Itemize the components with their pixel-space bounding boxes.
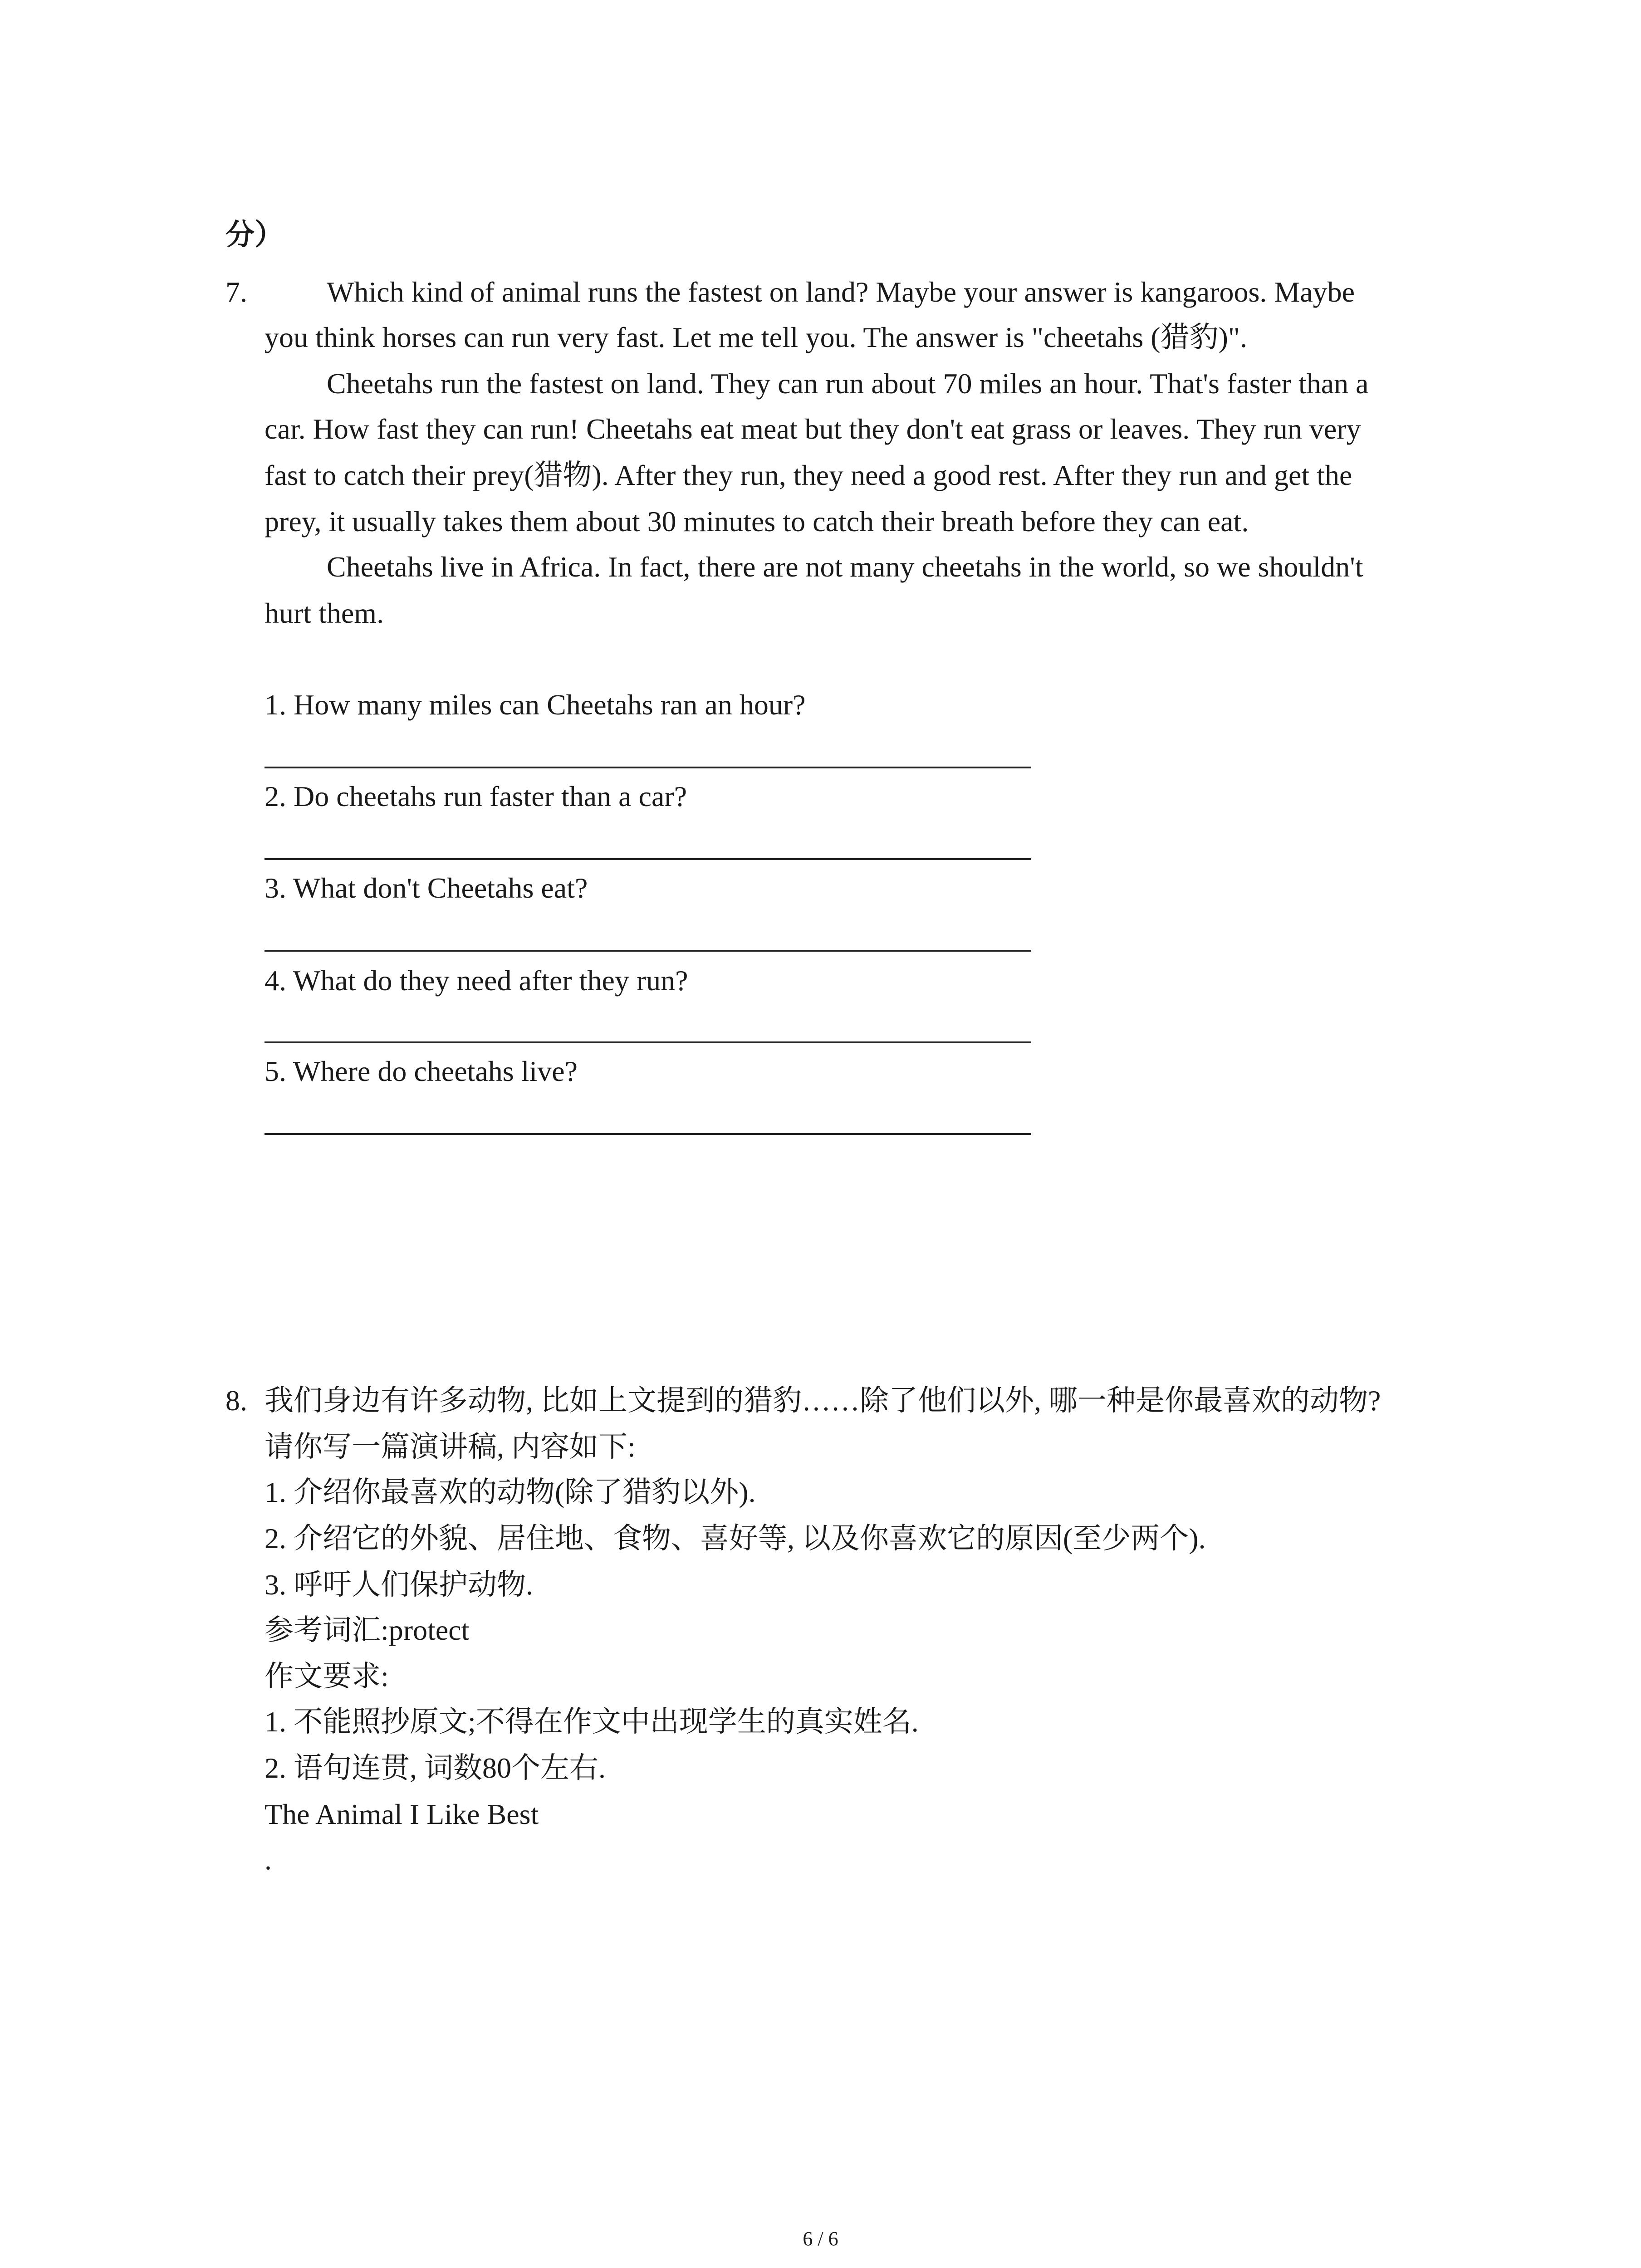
passage-line: you think horses can run very fast. Let me tell you. The answer is "cheetahs (猎豹)". (265, 321, 1248, 353)
previous-section-fragment: 分） (225, 219, 284, 251)
prompt-line: 我们身边有许多动物, 比如上文提到的猎豹……除了他们以外, 哪一种是你最喜欢的动物? (265, 1384, 1381, 1417)
answer-line[interactable] (265, 1133, 1031, 1135)
question-8-number: 8. (225, 1384, 247, 1417)
prompt-line: 1. 不能照抄原文;不得在作文中出现学生的真实姓名. (265, 1706, 919, 1738)
passage-line: Cheetahs run the fastest on land. They can run about 70 miles an hour. That's faster than a (327, 367, 1369, 400)
question-prompt: 1. How many miles can Cheetahs ran an hour? (265, 689, 806, 721)
essay-placeholder-dot: . (265, 1843, 272, 1876)
question-prompt: 2. Do cheetahs run faster than a car? (265, 780, 687, 812)
prompt-line: 2. 介绍它的外貌、居住地、食物、喜好等, 以及你喜欢它的原因(至少两个). (265, 1522, 1206, 1554)
passage-line: car. How fast they can run! Cheetahs eat meat but they don't eat grass or leaves. They run very (265, 413, 1361, 445)
prompt-line: 参考词汇:protect (265, 1614, 470, 1646)
passage-line: Cheetahs live in Africa. In fact, there are not many cheetahs in the world, so we shouldn't (327, 551, 1363, 583)
answer-line[interactable] (265, 950, 1031, 952)
prompt-line: 3. 呼吁人们保护动物. (265, 1569, 533, 1601)
question-prompt: 4. What do they need after they run? (265, 964, 688, 997)
passage-line: fast to catch their prey(猎物). After they run, they need a good rest. After they run and get the (265, 459, 1352, 491)
passage-line: prey, it usually takes them about 30 minutes to catch their breath before they can eat. (265, 505, 1249, 538)
passage-line: hurt them. (265, 597, 384, 629)
passage-line: Which kind of animal runs the fastest on land? Maybe your answer is kangaroos. Maybe (327, 276, 1355, 308)
question-prompt: 3. What don't Cheetahs eat? (265, 872, 588, 904)
prompt-line: 2. 语句连贯, 词数80个左右. (265, 1752, 606, 1784)
question-prompt: 5. Where do cheetahs live? (265, 1055, 578, 1087)
prompt-line: 请你写一篇演讲稿, 内容如下: (265, 1431, 636, 1463)
page-number: 6 / 6 (803, 2228, 838, 2250)
answer-line[interactable] (265, 1041, 1031, 1043)
prompt-line: 1. 介绍你最喜欢的动物(除了猎豹以外). (265, 1476, 756, 1508)
answer-line[interactable] (265, 858, 1031, 860)
prompt-line: 作文要求: (265, 1660, 389, 1692)
essay-title: The Animal I Like Best (265, 1798, 539, 1830)
answer-line[interactable] (265, 767, 1031, 768)
question-7-number: 7. (225, 276, 247, 308)
